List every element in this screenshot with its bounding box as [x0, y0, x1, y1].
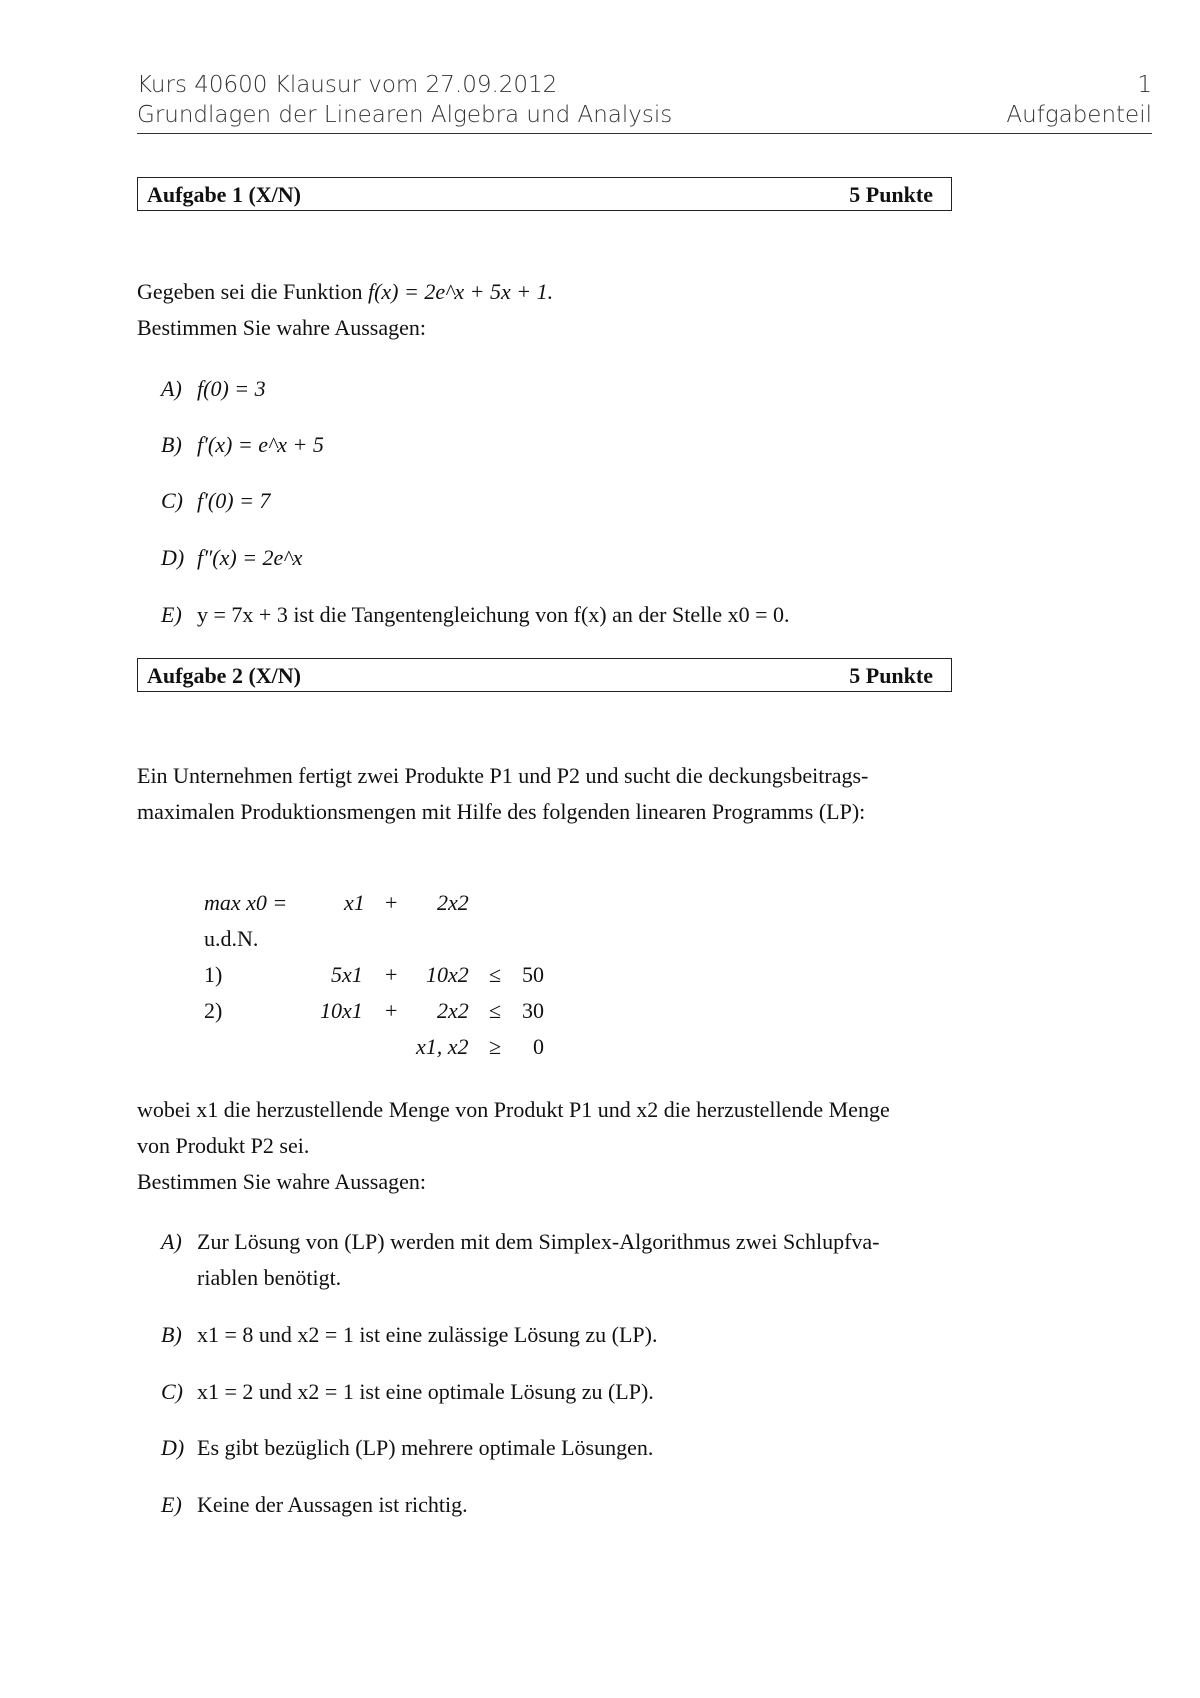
- task2-option-d: [161, 1435, 654, 1461]
- option-text: f′(0) = 7: [197, 488, 271, 513]
- option-text: f″(x) = 2e^x: [197, 545, 303, 570]
- option-text: Es gibt bezüglich (LP) mehrere optimale Lösungen.: [197, 1435, 654, 1460]
- lp-c1-label: 1): [204, 962, 223, 987]
- option-label: B): [161, 1322, 182, 1347]
- option-label: C): [161, 1379, 183, 1404]
- lp-c2-rhs: 30: [522, 998, 544, 1023]
- page-number: 1: [1137, 72, 1152, 98]
- task2-heading-box: [137, 658, 952, 692]
- option-text-line1: Zur Lösung von (LP) werden mit dem Simplex-Algorithmus zwei Schlupfva-: [197, 1229, 880, 1254]
- option-label: E): [161, 602, 182, 627]
- section-title: Aufgabenteil: [1006, 102, 1152, 128]
- task2-instruction: Bestimmen Sie wahre Aussagen:: [137, 1169, 427, 1194]
- option-text: Keine der Aussagen ist richtig.: [197, 1492, 468, 1517]
- task1-option-e: [161, 602, 790, 628]
- option-label: A): [161, 1229, 182, 1254]
- header-divider: [137, 133, 1152, 134]
- option-text: x1 = 2 und x2 = 1 ist eine optimale Lösung zu (LP).: [197, 1379, 654, 1404]
- lp-c1-rel: ≤: [489, 962, 502, 987]
- task1-option-c: [161, 488, 271, 514]
- task1-intro: [137, 279, 553, 305]
- lp-c1-a: 5x1: [331, 962, 363, 987]
- option-text: x1 = 8 und x2 = 1 ist eine zulässige Lösung zu (LP).: [197, 1322, 658, 1347]
- lp-objective-term-1: x1: [344, 890, 365, 915]
- lp-c2-b: 2x2: [437, 998, 469, 1023]
- option-text-line2: riablen benötigt.: [197, 1265, 342, 1290]
- option-text: y = 7x + 3 ist die Tangentengleichung von f(x) an der Stelle x0 = 0.: [197, 602, 790, 627]
- task2-option-e: [161, 1492, 468, 1518]
- lp-c1-rhs: 50: [522, 962, 544, 987]
- task1-points: 5 Punkte: [849, 182, 933, 207]
- task1-intro-text: Gegeben sei die Funktion: [137, 279, 363, 304]
- task2-option-a-continued: [161, 1265, 342, 1291]
- lp-objective-op: +: [385, 890, 398, 915]
- task1-heading-box: [137, 177, 952, 211]
- task1-instruction: Bestimmen Sie wahre Aussagen:: [137, 315, 427, 340]
- lp-c1-op: +: [385, 962, 398, 987]
- lp-c2-a: 10x1: [320, 998, 363, 1023]
- task2-title: Aufgabe 2 (X/N): [147, 663, 301, 688]
- option-text: f(0) = 3: [197, 376, 266, 401]
- task1-intro-function: f(x) = 2e^x + 5x + 1.: [367, 279, 554, 304]
- lp-c2-label: 2): [204, 998, 223, 1023]
- lp-nonneg-rel: ≥: [489, 1034, 502, 1059]
- option-label: C): [161, 488, 183, 513]
- lp-objective-label: max x0 =: [204, 890, 288, 915]
- lp-objective-term-2: 2x2: [437, 890, 469, 915]
- task2-explanation-line1: wobei x1 die herzustellende Menge von Produkt P1 und x2 die herzustellende Menge: [137, 1097, 890, 1122]
- option-label: B): [161, 432, 182, 457]
- task2-explanation-line2: von Produkt P2 sei.: [137, 1133, 310, 1158]
- subject-title: Grundlagen der Linearen Algebra und Analysis: [137, 102, 673, 128]
- option-label: A): [161, 376, 182, 401]
- lp-c2-op: +: [385, 998, 398, 1023]
- lp-c1-b: 10x2: [426, 962, 469, 987]
- lp-nonneg-rhs: 0: [533, 1034, 544, 1059]
- task2-option-c: [161, 1379, 654, 1405]
- task2-points: 5 Punkte: [849, 663, 933, 688]
- task2-intro-line2: maximalen Produktionsmengen mit Hilfe des folgenden linearen Programms (LP):: [137, 799, 866, 824]
- task1-title: Aufgabe 1 (X/N): [147, 182, 301, 207]
- task1-option-d: [161, 545, 303, 571]
- lp-c2-rel: ≤: [489, 998, 502, 1023]
- option-label: D): [161, 545, 185, 570]
- option-label: D): [161, 1435, 185, 1460]
- lp-nonneg-vars: x1, x2: [416, 1034, 469, 1059]
- lp-udn: u.d.N.: [204, 926, 259, 951]
- course-title: Kurs 40600 Klausur vom 27.09.2012: [137, 72, 558, 98]
- option-text: f′(x) = e^x + 5: [197, 432, 324, 457]
- task2-intro-line1: Ein Unternehmen fertigt zwei Produkte P1 und P2 und sucht die deckungsbeitrags-: [137, 763, 869, 788]
- option-label: E): [161, 1492, 182, 1517]
- task1-option-a: [161, 376, 266, 402]
- task2-option-a: [161, 1229, 880, 1255]
- task1-option-b: [161, 432, 324, 458]
- task2-option-b: [161, 1322, 658, 1348]
